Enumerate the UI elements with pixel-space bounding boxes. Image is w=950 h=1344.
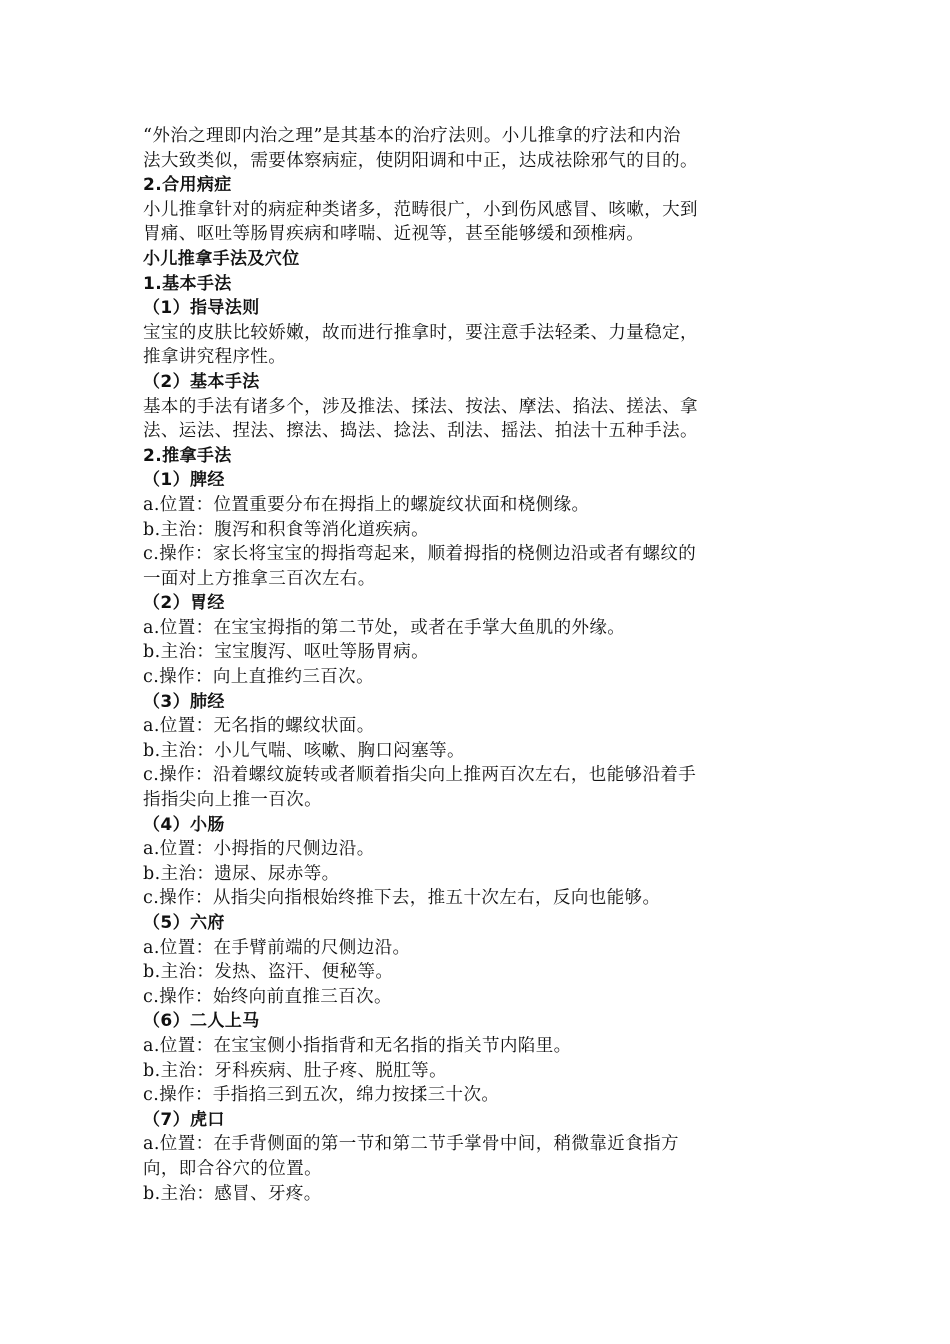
text-line: 法、运法、捏法、擦法、捣法、捻法、刮法、摇法、拍法十五种手法。 bbox=[143, 421, 698, 442]
document-body bbox=[143, 124, 803, 1206]
section-heading: 1.基本手法 bbox=[143, 273, 232, 294]
text-line: c.操作：从指尖向指根始终推下去，推五十次左右，反向也能够。 bbox=[143, 888, 661, 909]
text-line: 向，即合谷穴的位置。 bbox=[143, 1158, 322, 1179]
section-heading: （6）二人上马 bbox=[143, 1011, 260, 1032]
text-line: a.位置：在手臂前端的尺侧边沿。 bbox=[143, 937, 411, 958]
section-heading: （3）肺经 bbox=[143, 691, 225, 712]
text-line: c.操作：始终向前直推三百次。 bbox=[143, 986, 392, 1007]
text-line: 小儿推拿针对的病症种类诸多，范畴很广，小到伤风感冒、咳嗽，大到 bbox=[143, 199, 698, 220]
text-line: 一面对上方推拿三百次左右。 bbox=[143, 568, 376, 589]
text-line: 基本的手法有诸多个，涉及推法、揉法、按法、摩法、掐法、搓法、拿 bbox=[143, 396, 698, 417]
section-heading: （5）六府 bbox=[143, 913, 225, 933]
text-line: b.主治：感冒、牙疼。 bbox=[143, 1183, 322, 1204]
text-line: c.操作：向上直推约三百次。 bbox=[143, 667, 374, 688]
section-heading: （2）胃经 bbox=[143, 593, 225, 614]
section-heading: 小儿推拿手法及穴位 bbox=[143, 248, 300, 269]
section-heading: （1）指导法则 bbox=[143, 298, 260, 319]
text-line: a.位置：在手背侧面的第一节和第二节手掌骨中间，稍微靠近食指方 bbox=[143, 1134, 679, 1155]
text-line: 推拿讲究程序性。 bbox=[143, 347, 287, 368]
text-line: 法大致类似，需要体察病症，使阴阳调和中正，达成祛除邪气的目的。 bbox=[143, 150, 698, 171]
section-heading: 2.推拿手法 bbox=[143, 445, 232, 466]
text-line: a.位置：无名指的螺纹状面。 bbox=[143, 716, 375, 737]
text-line: 胃痛、呕吐等肠胃疾病和哮喘、近视等，甚至能够缓和颈椎病。 bbox=[143, 224, 645, 245]
text-line: “外治之理即内治之理”是其基本的治疗法则。小儿推拿的疗法和内治 bbox=[143, 126, 681, 146]
text-line: a.位置：在宝宝侧小指指背和无名指的指关节内陷里。 bbox=[143, 1035, 572, 1056]
text-line: b.主治：腹泻和积食等消化道疾病。 bbox=[143, 519, 430, 540]
section-heading: 2.合用病症 bbox=[143, 175, 232, 196]
text-line: b.主治：发热、盗汗、便秘等。 bbox=[143, 962, 394, 983]
section-heading: （1）脾经 bbox=[143, 470, 225, 491]
text-line: a.位置：在宝宝拇指的第二节处，或者在手掌大鱼肌的外缘。 bbox=[143, 617, 626, 638]
section-heading: （7）虎口 bbox=[143, 1109, 225, 1130]
section-heading: （4）小肠 bbox=[143, 814, 225, 835]
text-line: 宝宝的皮肤比较娇嫩，故而进行推拿时，要注意手法轻柔、力量稳定， bbox=[143, 322, 698, 343]
text-line: b.主治：宝宝腹泻、呕吐等肠胃病。 bbox=[143, 642, 430, 663]
text-line: c.操作：手指掐三到五次，绵力按揉三十次。 bbox=[143, 1085, 500, 1106]
text-line: b.主治：遗尿、尿赤等。 bbox=[143, 863, 340, 884]
text-line: c.操作：沿着螺纹旋转或者顺着指尖向上推两百次左右，也能够沿着手 bbox=[143, 765, 697, 786]
text-line: b.主治：牙科疾病、肚子疼、脱肛等。 bbox=[143, 1060, 447, 1081]
text-line: c.操作：家长将宝宝的拇指弯起来，顺着拇指的桡侧边沿或者有螺纹的 bbox=[143, 544, 697, 565]
text-line: 指指尖向上推一百次。 bbox=[143, 790, 322, 811]
text-line: a.位置：小拇指的尺侧边沿。 bbox=[143, 839, 375, 860]
text-line: b.主治：小儿气喘、咳嗽、胸口闷塞等。 bbox=[143, 740, 465, 761]
text-line: a.位置：位置重要分布在拇指上的螺旋纹状面和桡侧缘。 bbox=[143, 494, 590, 515]
section-heading: （2）基本手法 bbox=[143, 371, 260, 392]
